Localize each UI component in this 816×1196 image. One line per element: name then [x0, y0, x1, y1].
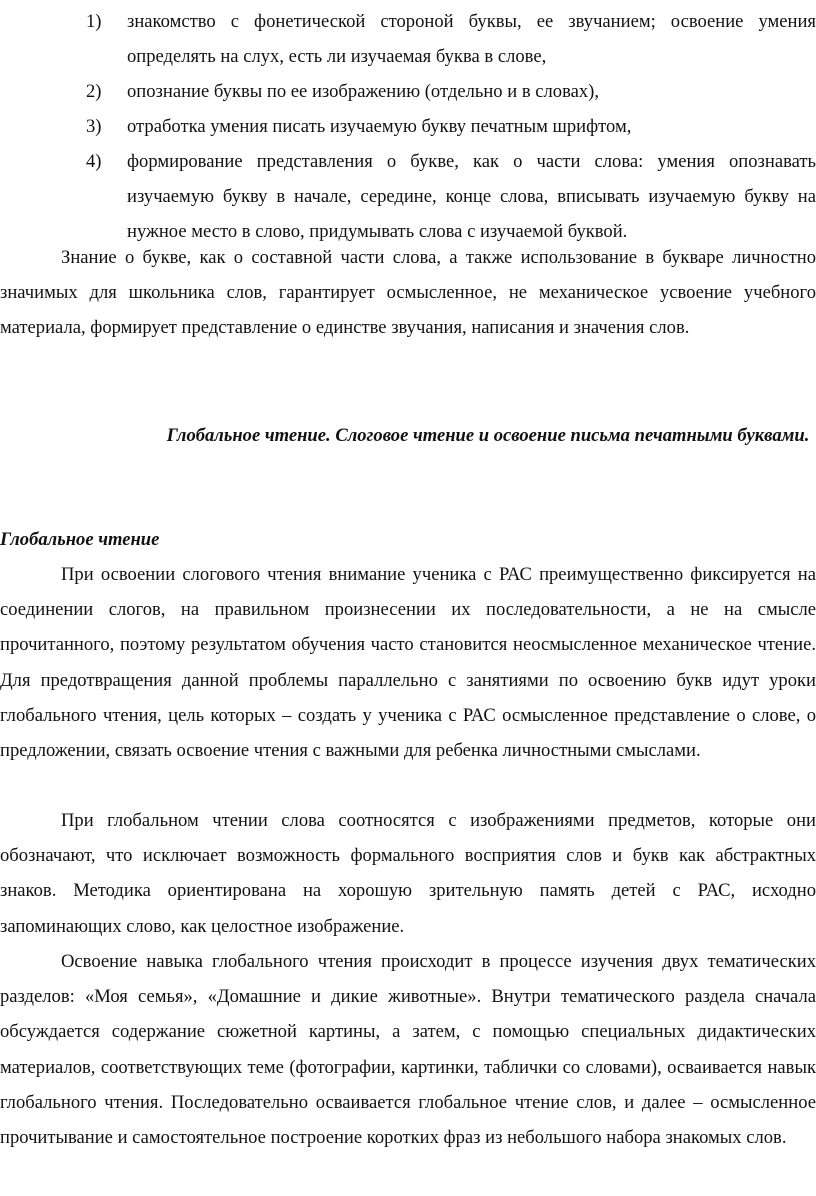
intro-paragraph: Знание о букве, как о составной части слова, а также использование в букваре личностно значимых для школьника слов, гарантирует осмысленное, не механическое усвоение учебного материала, формирует представление о единстве звучания, написания и значения слов.: [0, 247, 816, 339]
list-item-number: 2): [86, 81, 102, 102]
list-item-text: формирование представления о букве, как о части слова: умения опознавать изучаемую букву в начале, середине, конце слова, вписывать изучаемую букву на нужное место в слово, придумывать слова с изучаемой буквой.: [127, 151, 816, 242]
list-item-number: 1): [86, 11, 102, 32]
list-item-text: опознание буквы по ее изображению (отдельно и в словах),: [127, 81, 600, 102]
list-item-number: 4): [86, 151, 102, 172]
list-item: [0, 4, 816, 74]
list-item-number: 3): [86, 116, 102, 137]
section-heading: Глобальное чтение. Слоговое чтение и освоение письма печатными буквами.: [166, 425, 810, 446]
list-item: [0, 144, 816, 249]
list-item: [0, 109, 816, 144]
list-item: [0, 74, 816, 109]
body-paragraph: Освоение навыка глобального чтения происходит в процессе изучения двух тематических разделов: «Моя семья», «Домашние и дикие животные». Внутри тематического раздела сначала обсуждается содержание сюжетной картины, а затем, с помощью специальных дидактических материалов, соответствующих теме (фотографии, картинки, таблички со словами), осваивается навык глобального чтения. Последовательно осваивается глобальное чтение слов, и далее – осмысленное прочитывание и самостоятельное построение коротких фраз из небольшого набора знакомых слов.: [0, 951, 816, 1149]
numbered-list: [0, 4, 816, 249]
body-paragraph: При освоении слогового чтения внимание ученика с РАС преимущественно фиксируется на соединении слогов, на правильном произнесении их последовательности, а не на смысле прочитанного, поэтому результатом обучения часто становится неосмысленное механическое чтение. Для предотвращения данной проблемы параллельно с занятиями по освоению букв идут уроки глобального чтения, цель которых – создать у ученика с РАС осмысленное представление о слове, о предложении, связать освоение чтения с важными для ребенка личностными смыслами.: [0, 564, 816, 762]
list-item-text: знакомство с фонетической стороной буквы, ее звучанием; освоение умения определять на слух, есть ли изучаемая буква в слове,: [127, 11, 816, 67]
list-item-text: отработка умения писать изучаемую букву печатным шрифтом,: [127, 116, 632, 137]
subsection-heading: Глобальное чтение: [0, 529, 160, 550]
body-paragraph: При глобальном чтении слова соотносятся с изображениями предметов, которые они обозначают, что исключает возможность формального восприятия слов и букв как абстрактных знаков. Методика ориентирована на хорошую зрительную память детей с РАС, исходно запоминающих слово, как целостное изображение.: [0, 810, 816, 937]
